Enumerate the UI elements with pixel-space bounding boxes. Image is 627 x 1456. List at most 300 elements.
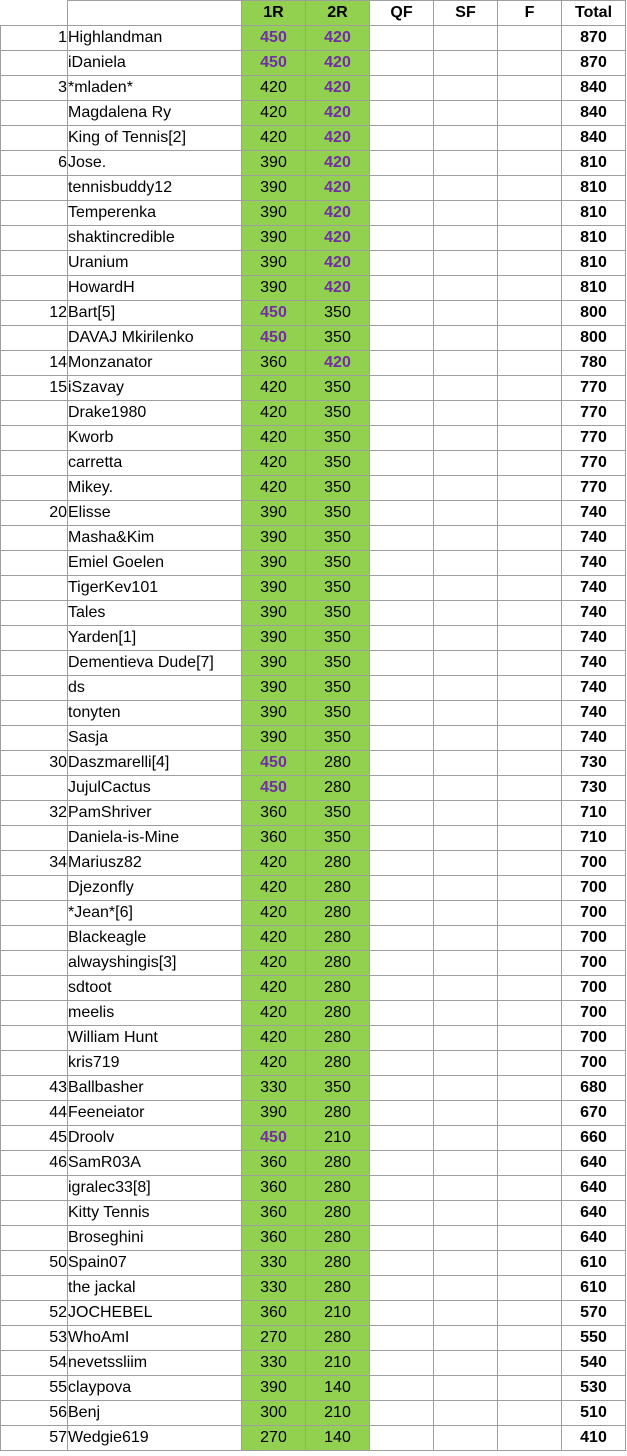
- round-sf-cell[interactable]: [434, 376, 498, 401]
- round-1r-cell[interactable]: 420: [242, 401, 306, 426]
- round-f-cell[interactable]: [498, 1001, 562, 1026]
- rank-cell[interactable]: 53: [1, 1326, 68, 1351]
- round-2r-cell[interactable]: 350: [306, 826, 370, 851]
- round-qf-cell[interactable]: [370, 176, 434, 201]
- round-f-cell[interactable]: [498, 126, 562, 151]
- round-qf-cell[interactable]: [370, 626, 434, 651]
- total-cell[interactable]: 740: [562, 626, 626, 651]
- total-cell[interactable]: 700: [562, 1026, 626, 1051]
- rank-cell[interactable]: [1, 551, 68, 576]
- player-name-cell[interactable]: iDaniela: [68, 51, 242, 76]
- player-name-cell[interactable]: tonyten: [68, 701, 242, 726]
- player-name-cell[interactable]: ds: [68, 676, 242, 701]
- round-f-cell[interactable]: [498, 1401, 562, 1426]
- round-1r-cell[interactable]: 450: [242, 26, 306, 51]
- round-sf-cell[interactable]: [434, 476, 498, 501]
- round-2r-cell[interactable]: 350: [306, 451, 370, 476]
- round-f-cell[interactable]: [498, 826, 562, 851]
- player-name-cell[interactable]: tennisbuddy12: [68, 176, 242, 201]
- total-cell[interactable]: 540: [562, 1351, 626, 1376]
- round-2r-cell[interactable]: 280: [306, 1326, 370, 1351]
- round-2r-cell[interactable]: 350: [306, 601, 370, 626]
- round-qf-cell[interactable]: [370, 1426, 434, 1451]
- round-qf-cell[interactable]: [370, 501, 434, 526]
- round-1r-cell[interactable]: 360: [242, 351, 306, 376]
- round-2r-cell[interactable]: 280: [306, 901, 370, 926]
- player-name-cell[interactable]: Daszmarelli[4]: [68, 751, 242, 776]
- round-qf-cell[interactable]: [370, 1251, 434, 1276]
- round-f-cell[interactable]: [498, 1426, 562, 1451]
- round-1r-cell[interactable]: 270: [242, 1426, 306, 1451]
- round-1r-cell[interactable]: 390: [242, 501, 306, 526]
- round-sf-cell[interactable]: [434, 876, 498, 901]
- round-qf-cell[interactable]: [370, 576, 434, 601]
- round-sf-cell[interactable]: [434, 1176, 498, 1201]
- round-f-cell[interactable]: [498, 1051, 562, 1076]
- round-f-cell[interactable]: [498, 251, 562, 276]
- round-1r-cell[interactable]: 420: [242, 126, 306, 151]
- round-qf-cell[interactable]: [370, 976, 434, 1001]
- rank-cell[interactable]: [1, 126, 68, 151]
- round-1r-cell[interactable]: 420: [242, 926, 306, 951]
- total-cell[interactable]: 640: [562, 1176, 626, 1201]
- rank-cell[interactable]: [1, 951, 68, 976]
- round-f-cell[interactable]: [498, 551, 562, 576]
- player-name-cell[interactable]: meelis: [68, 1001, 242, 1026]
- player-name-cell[interactable]: PamShriver: [68, 801, 242, 826]
- round-sf-cell[interactable]: [434, 826, 498, 851]
- total-cell[interactable]: 680: [562, 1076, 626, 1101]
- round-1r-cell[interactable]: 390: [242, 276, 306, 301]
- round-2r-cell[interactable]: 420: [306, 101, 370, 126]
- rank-cell[interactable]: [1, 1051, 68, 1076]
- rank-cell[interactable]: [1, 1001, 68, 1026]
- round-2r-cell[interactable]: 420: [306, 126, 370, 151]
- round-f-cell[interactable]: [498, 26, 562, 51]
- round-1r-cell[interactable]: 390: [242, 151, 306, 176]
- round-sf-cell[interactable]: [434, 1301, 498, 1326]
- round-1r-cell[interactable]: 420: [242, 1026, 306, 1051]
- player-name-cell[interactable]: carretta: [68, 451, 242, 476]
- rank-cell[interactable]: 52: [1, 1301, 68, 1326]
- round-2r-cell[interactable]: 420: [306, 76, 370, 101]
- round-qf-cell[interactable]: [370, 1376, 434, 1401]
- total-cell[interactable]: 730: [562, 776, 626, 801]
- player-name-cell[interactable]: Yarden[1]: [68, 626, 242, 651]
- round-f-cell[interactable]: [498, 776, 562, 801]
- player-name-cell[interactable]: JOCHEBEL: [68, 1301, 242, 1326]
- round-sf-cell[interactable]: [434, 51, 498, 76]
- rank-cell[interactable]: 6: [1, 151, 68, 176]
- round-1r-cell[interactable]: 420: [242, 976, 306, 1001]
- player-name-cell[interactable]: Emiel Goelen: [68, 551, 242, 576]
- round-f-cell[interactable]: [498, 401, 562, 426]
- round-1r-cell[interactable]: 360: [242, 1301, 306, 1326]
- round-1r-cell[interactable]: 450: [242, 776, 306, 801]
- rank-cell[interactable]: [1, 476, 68, 501]
- round-sf-cell[interactable]: [434, 1051, 498, 1076]
- rank-cell[interactable]: [1, 651, 68, 676]
- total-cell[interactable]: 700: [562, 901, 626, 926]
- player-name-cell[interactable]: Kworb: [68, 426, 242, 451]
- round-f-cell[interactable]: [498, 801, 562, 826]
- total-cell[interactable]: 870: [562, 26, 626, 51]
- round-qf-cell[interactable]: [370, 601, 434, 626]
- rank-cell[interactable]: [1, 976, 68, 1001]
- round-f-cell[interactable]: [498, 1026, 562, 1051]
- rank-cell[interactable]: 57: [1, 1426, 68, 1451]
- round-qf-cell[interactable]: [370, 851, 434, 876]
- round-qf-cell[interactable]: [370, 26, 434, 51]
- round-sf-cell[interactable]: [434, 776, 498, 801]
- total-cell[interactable]: 770: [562, 376, 626, 401]
- round-2r-cell[interactable]: 350: [306, 526, 370, 551]
- round-qf-cell[interactable]: [370, 1301, 434, 1326]
- header-2r[interactable]: 2R: [306, 1, 370, 26]
- rank-cell[interactable]: [1, 901, 68, 926]
- round-qf-cell[interactable]: [370, 1176, 434, 1201]
- round-qf-cell[interactable]: [370, 101, 434, 126]
- round-sf-cell[interactable]: [434, 901, 498, 926]
- player-name-cell[interactable]: the jackal: [68, 1276, 242, 1301]
- round-1r-cell[interactable]: 360: [242, 1226, 306, 1251]
- player-name-cell[interactable]: HowardH: [68, 276, 242, 301]
- round-sf-cell[interactable]: [434, 1426, 498, 1451]
- round-qf-cell[interactable]: [370, 1276, 434, 1301]
- round-2r-cell[interactable]: 280: [306, 976, 370, 1001]
- player-name-cell[interactable]: kris719: [68, 1051, 242, 1076]
- round-sf-cell[interactable]: [434, 1126, 498, 1151]
- round-1r-cell[interactable]: 420: [242, 1001, 306, 1026]
- round-1r-cell[interactable]: 390: [242, 551, 306, 576]
- total-cell[interactable]: 800: [562, 301, 626, 326]
- round-qf-cell[interactable]: [370, 701, 434, 726]
- round-sf-cell[interactable]: [434, 526, 498, 551]
- round-sf-cell[interactable]: [434, 26, 498, 51]
- round-1r-cell[interactable]: 330: [242, 1076, 306, 1101]
- player-name-cell[interactable]: sdtoot: [68, 976, 242, 1001]
- round-1r-cell[interactable]: 450: [242, 751, 306, 776]
- rank-cell[interactable]: [1, 1226, 68, 1251]
- round-sf-cell[interactable]: [434, 601, 498, 626]
- player-name-cell[interactable]: DAVAJ Mkirilenko: [68, 326, 242, 351]
- rank-cell[interactable]: [1, 276, 68, 301]
- rank-cell[interactable]: 12: [1, 301, 68, 326]
- round-2r-cell[interactable]: 210: [306, 1126, 370, 1151]
- round-f-cell[interactable]: [498, 851, 562, 876]
- player-name-cell[interactable]: Mikey.: [68, 476, 242, 501]
- round-f-cell[interactable]: [498, 1151, 562, 1176]
- round-2r-cell[interactable]: 420: [306, 276, 370, 301]
- total-cell[interactable]: 810: [562, 276, 626, 301]
- round-qf-cell[interactable]: [370, 1151, 434, 1176]
- round-f-cell[interactable]: [498, 276, 562, 301]
- round-sf-cell[interactable]: [434, 576, 498, 601]
- round-2r-cell[interactable]: 280: [306, 1051, 370, 1076]
- round-1r-cell[interactable]: 420: [242, 451, 306, 476]
- round-sf-cell[interactable]: [434, 1001, 498, 1026]
- round-2r-cell[interactable]: 420: [306, 151, 370, 176]
- rank-cell[interactable]: [1, 626, 68, 651]
- round-qf-cell[interactable]: [370, 126, 434, 151]
- rank-cell[interactable]: [1, 451, 68, 476]
- total-cell[interactable]: 870: [562, 51, 626, 76]
- round-sf-cell[interactable]: [434, 176, 498, 201]
- round-1r-cell[interactable]: 390: [242, 526, 306, 551]
- round-f-cell[interactable]: [498, 1251, 562, 1276]
- player-name-cell[interactable]: Droolv: [68, 1126, 242, 1151]
- round-2r-cell[interactable]: 280: [306, 1176, 370, 1201]
- round-2r-cell[interactable]: 210: [306, 1351, 370, 1376]
- player-name-cell[interactable]: King of Tennis[2]: [68, 126, 242, 151]
- round-f-cell[interactable]: [498, 876, 562, 901]
- round-2r-cell[interactable]: 280: [306, 851, 370, 876]
- total-cell[interactable]: 770: [562, 476, 626, 501]
- player-name-cell[interactable]: Uranium: [68, 251, 242, 276]
- total-cell[interactable]: 740: [562, 576, 626, 601]
- round-sf-cell[interactable]: [434, 426, 498, 451]
- round-sf-cell[interactable]: [434, 276, 498, 301]
- total-cell[interactable]: 840: [562, 76, 626, 101]
- player-name-cell[interactable]: Mariusz82: [68, 851, 242, 876]
- total-cell[interactable]: 410: [562, 1426, 626, 1451]
- round-2r-cell[interactable]: 350: [306, 726, 370, 751]
- round-2r-cell[interactable]: 350: [306, 376, 370, 401]
- rank-cell[interactable]: 14: [1, 351, 68, 376]
- round-1r-cell[interactable]: 420: [242, 901, 306, 926]
- round-sf-cell[interactable]: [434, 676, 498, 701]
- round-2r-cell[interactable]: 350: [306, 551, 370, 576]
- round-qf-cell[interactable]: [370, 76, 434, 101]
- round-sf-cell[interactable]: [434, 1226, 498, 1251]
- round-2r-cell[interactable]: 280: [306, 1001, 370, 1026]
- round-qf-cell[interactable]: [370, 1101, 434, 1126]
- round-qf-cell[interactable]: [370, 1001, 434, 1026]
- round-f-cell[interactable]: [498, 1326, 562, 1351]
- round-2r-cell[interactable]: 140: [306, 1426, 370, 1451]
- round-1r-cell[interactable]: 330: [242, 1351, 306, 1376]
- player-name-cell[interactable]: Ballbasher: [68, 1076, 242, 1101]
- total-cell[interactable]: 700: [562, 851, 626, 876]
- round-f-cell[interactable]: [498, 701, 562, 726]
- player-name-cell[interactable]: Wedgie619: [68, 1426, 242, 1451]
- round-1r-cell[interactable]: 390: [242, 226, 306, 251]
- total-cell[interactable]: 740: [562, 676, 626, 701]
- total-cell[interactable]: 660: [562, 1126, 626, 1151]
- round-f-cell[interactable]: [498, 626, 562, 651]
- round-2r-cell[interactable]: 420: [306, 26, 370, 51]
- player-name-cell[interactable]: iSzavay: [68, 376, 242, 401]
- header-rank[interactable]: [1, 1, 68, 26]
- round-2r-cell[interactable]: 280: [306, 776, 370, 801]
- total-cell[interactable]: 810: [562, 201, 626, 226]
- round-f-cell[interactable]: [498, 376, 562, 401]
- round-f-cell[interactable]: [498, 726, 562, 751]
- round-f-cell[interactable]: [498, 301, 562, 326]
- total-cell[interactable]: 840: [562, 101, 626, 126]
- player-name-cell[interactable]: Djezonfly: [68, 876, 242, 901]
- round-1r-cell[interactable]: 390: [242, 251, 306, 276]
- rank-cell[interactable]: 44: [1, 1101, 68, 1126]
- rank-cell[interactable]: [1, 876, 68, 901]
- round-sf-cell[interactable]: [434, 801, 498, 826]
- round-qf-cell[interactable]: [370, 951, 434, 976]
- round-f-cell[interactable]: [498, 926, 562, 951]
- round-1r-cell[interactable]: 450: [242, 326, 306, 351]
- round-1r-cell[interactable]: 420: [242, 476, 306, 501]
- total-cell[interactable]: 740: [562, 651, 626, 676]
- rank-cell[interactable]: [1, 101, 68, 126]
- round-sf-cell[interactable]: [434, 951, 498, 976]
- round-sf-cell[interactable]: [434, 1276, 498, 1301]
- total-cell[interactable]: 740: [562, 501, 626, 526]
- rank-cell[interactable]: [1, 1176, 68, 1201]
- round-qf-cell[interactable]: [370, 251, 434, 276]
- player-name-cell[interactable]: Dementieva Dude[7]: [68, 651, 242, 676]
- total-cell[interactable]: 710: [562, 826, 626, 851]
- rank-cell[interactable]: [1, 201, 68, 226]
- round-qf-cell[interactable]: [370, 1126, 434, 1151]
- total-cell[interactable]: 700: [562, 1001, 626, 1026]
- round-1r-cell[interactable]: 420: [242, 851, 306, 876]
- player-name-cell[interactable]: Kitty Tennis: [68, 1201, 242, 1226]
- round-f-cell[interactable]: [498, 426, 562, 451]
- round-1r-cell[interactable]: 450: [242, 1126, 306, 1151]
- rank-cell[interactable]: 15: [1, 376, 68, 401]
- header-total[interactable]: Total: [562, 1, 626, 26]
- round-qf-cell[interactable]: [370, 276, 434, 301]
- round-qf-cell[interactable]: [370, 876, 434, 901]
- rank-cell[interactable]: [1, 826, 68, 851]
- round-1r-cell[interactable]: 390: [242, 701, 306, 726]
- round-f-cell[interactable]: [498, 1226, 562, 1251]
- total-cell[interactable]: 550: [562, 1326, 626, 1351]
- round-qf-cell[interactable]: [370, 751, 434, 776]
- rank-cell[interactable]: 43: [1, 1076, 68, 1101]
- round-1r-cell[interactable]: 390: [242, 651, 306, 676]
- rank-cell[interactable]: 1: [1, 26, 68, 51]
- round-2r-cell[interactable]: 350: [306, 401, 370, 426]
- header-1r[interactable]: 1R: [242, 1, 306, 26]
- round-f-cell[interactable]: [498, 1101, 562, 1126]
- total-cell[interactable]: 740: [562, 701, 626, 726]
- total-cell[interactable]: 700: [562, 976, 626, 1001]
- round-sf-cell[interactable]: [434, 151, 498, 176]
- total-cell[interactable]: 640: [562, 1226, 626, 1251]
- round-f-cell[interactable]: [498, 101, 562, 126]
- round-sf-cell[interactable]: [434, 976, 498, 1001]
- player-name-cell[interactable]: Feeneiator: [68, 1101, 242, 1126]
- round-2r-cell[interactable]: 420: [306, 351, 370, 376]
- rank-cell[interactable]: 45: [1, 1126, 68, 1151]
- player-name-cell[interactable]: JujulCactus: [68, 776, 242, 801]
- round-2r-cell[interactable]: 280: [306, 1276, 370, 1301]
- round-1r-cell[interactable]: 360: [242, 826, 306, 851]
- total-cell[interactable]: 700: [562, 876, 626, 901]
- round-2r-cell[interactable]: 280: [306, 1226, 370, 1251]
- round-sf-cell[interactable]: [434, 501, 498, 526]
- player-name-cell[interactable]: Jose.: [68, 151, 242, 176]
- round-f-cell[interactable]: [498, 201, 562, 226]
- round-qf-cell[interactable]: [370, 301, 434, 326]
- round-qf-cell[interactable]: [370, 726, 434, 751]
- player-name-cell[interactable]: WhoAmI: [68, 1326, 242, 1351]
- player-name-cell[interactable]: *mladen*: [68, 76, 242, 101]
- round-1r-cell[interactable]: 420: [242, 376, 306, 401]
- round-1r-cell[interactable]: 390: [242, 1101, 306, 1126]
- round-f-cell[interactable]: [498, 951, 562, 976]
- total-cell[interactable]: 810: [562, 251, 626, 276]
- round-sf-cell[interactable]: [434, 201, 498, 226]
- round-1r-cell[interactable]: 360: [242, 1201, 306, 1226]
- round-1r-cell[interactable]: 390: [242, 1376, 306, 1401]
- round-2r-cell[interactable]: 140: [306, 1376, 370, 1401]
- round-1r-cell[interactable]: 420: [242, 951, 306, 976]
- round-qf-cell[interactable]: [370, 1076, 434, 1101]
- round-2r-cell[interactable]: 350: [306, 801, 370, 826]
- round-qf-cell[interactable]: [370, 1051, 434, 1076]
- rank-cell[interactable]: 32: [1, 801, 68, 826]
- total-cell[interactable]: 740: [562, 526, 626, 551]
- rank-cell[interactable]: [1, 1276, 68, 1301]
- total-cell[interactable]: 780: [562, 351, 626, 376]
- round-1r-cell[interactable]: 330: [242, 1251, 306, 1276]
- player-name-cell[interactable]: Temperenka: [68, 201, 242, 226]
- round-qf-cell[interactable]: [370, 1201, 434, 1226]
- round-1r-cell[interactable]: 420: [242, 76, 306, 101]
- player-name-cell[interactable]: nevetssliim: [68, 1351, 242, 1376]
- player-name-cell[interactable]: igralec33[8]: [68, 1176, 242, 1201]
- rank-cell[interactable]: [1, 726, 68, 751]
- round-qf-cell[interactable]: [370, 901, 434, 926]
- round-sf-cell[interactable]: [434, 1376, 498, 1401]
- round-2r-cell[interactable]: 280: [306, 1201, 370, 1226]
- round-sf-cell[interactable]: [434, 401, 498, 426]
- round-f-cell[interactable]: [498, 51, 562, 76]
- round-2r-cell[interactable]: 280: [306, 951, 370, 976]
- round-1r-cell[interactable]: 390: [242, 676, 306, 701]
- round-sf-cell[interactable]: [434, 926, 498, 951]
- round-sf-cell[interactable]: [434, 1101, 498, 1126]
- round-sf-cell[interactable]: [434, 651, 498, 676]
- round-sf-cell[interactable]: [434, 1351, 498, 1376]
- rank-cell[interactable]: [1, 251, 68, 276]
- round-f-cell[interactable]: [498, 326, 562, 351]
- round-2r-cell[interactable]: 350: [306, 426, 370, 451]
- round-f-cell[interactable]: [498, 176, 562, 201]
- round-2r-cell[interactable]: 280: [306, 926, 370, 951]
- rank-cell[interactable]: [1, 176, 68, 201]
- round-2r-cell[interactable]: 280: [306, 1251, 370, 1276]
- round-1r-cell[interactable]: 390: [242, 726, 306, 751]
- round-1r-cell[interactable]: 360: [242, 1151, 306, 1176]
- total-cell[interactable]: 810: [562, 226, 626, 251]
- round-2r-cell[interactable]: 280: [306, 1026, 370, 1051]
- round-1r-cell[interactable]: 420: [242, 1051, 306, 1076]
- round-f-cell[interactable]: [498, 151, 562, 176]
- round-sf-cell[interactable]: [434, 701, 498, 726]
- round-1r-cell[interactable]: 420: [242, 876, 306, 901]
- round-f-cell[interactable]: [498, 576, 562, 601]
- round-1r-cell[interactable]: 390: [242, 626, 306, 651]
- rank-cell[interactable]: 56: [1, 1401, 68, 1426]
- round-qf-cell[interactable]: [370, 1026, 434, 1051]
- player-name-cell[interactable]: claypova: [68, 1376, 242, 1401]
- round-2r-cell[interactable]: 350: [306, 701, 370, 726]
- round-qf-cell[interactable]: [370, 676, 434, 701]
- round-qf-cell[interactable]: [370, 201, 434, 226]
- player-name-cell[interactable]: Bart[5]: [68, 301, 242, 326]
